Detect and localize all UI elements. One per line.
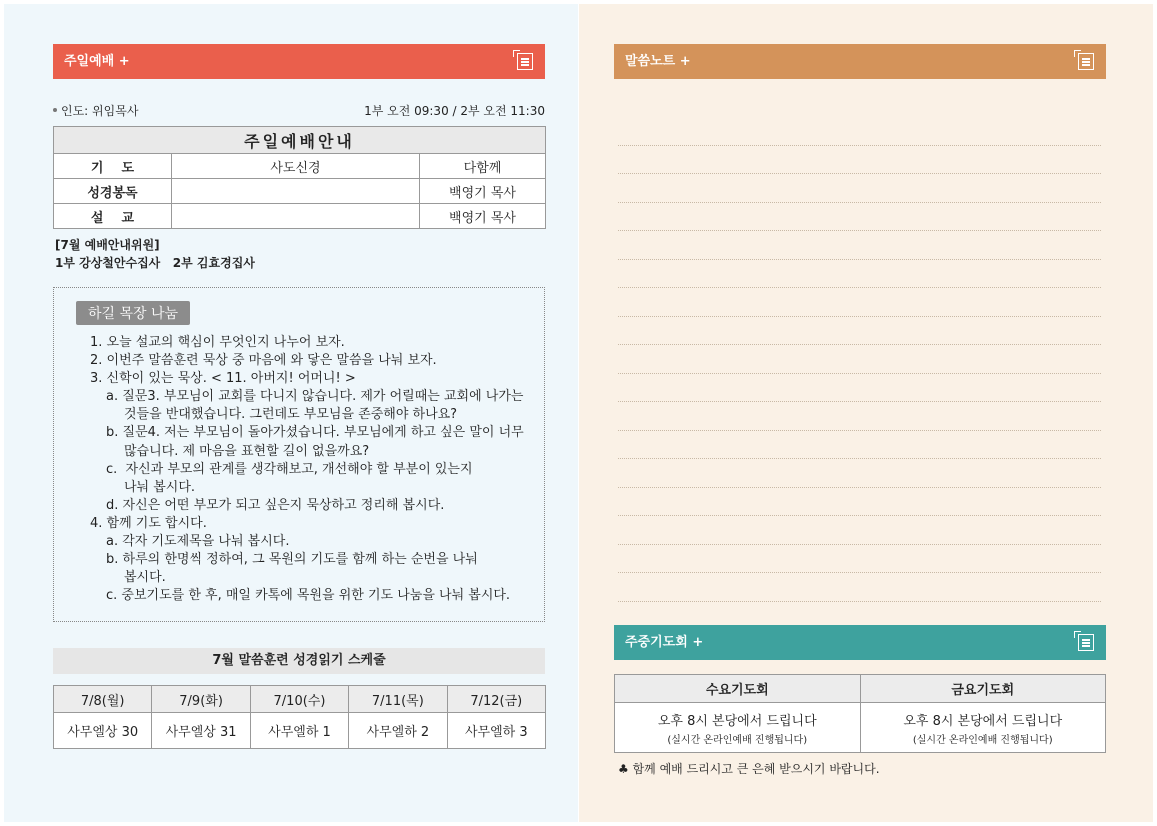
- table-row: [54, 154, 546, 179]
- note-line[interactable]: [618, 317, 1101, 346]
- table-row: [615, 675, 1106, 703]
- note-line[interactable]: [618, 203, 1101, 232]
- list-item: 4. 함께 기도 합시다.: [90, 515, 207, 531]
- list-item: d. 자신은 어떤 부모가 되고 싶은지 묵상하고 정리해 봅시다.: [106, 497, 445, 513]
- schedule-day: 7/11(목): [349, 686, 447, 713]
- note-line[interactable]: [618, 146, 1101, 175]
- small-group-sharing-box: [53, 287, 545, 622]
- prayer-name: 금요기도회: [860, 675, 1106, 703]
- note-lines: [618, 117, 1101, 602]
- table-row: [54, 204, 546, 229]
- schedule-title: 7월 말씀훈련 성경읽기 스케줄: [53, 648, 545, 674]
- sharing-tag: 하길 목장 나눔: [76, 301, 190, 325]
- list-item: 3. 신학이 있는 묵상. < 11. 아버지! 어머니! >: [90, 371, 356, 387]
- row-label: 성경봉독: [54, 179, 172, 204]
- schedule-reading: 사무엘하 3: [447, 713, 545, 749]
- note-line[interactable]: [618, 488, 1101, 517]
- document-icon[interactable]: [1078, 53, 1094, 70]
- list-item: b. 질문4. 저는 부모님이 돌아가셨습니다. 부모님에게 하고 싶은 말이 너무: [106, 425, 524, 441]
- row-label: 설 교: [54, 204, 172, 229]
- row-right: 백영기 목사: [420, 204, 546, 229]
- schedule-reading: 사무엘하 1: [250, 713, 348, 749]
- schedule-day: 7/10(수): [250, 686, 348, 713]
- schedule-reading: 사무엘상 31: [152, 713, 250, 749]
- prayer-note: (실시간 온라인예배 진행됩니다): [667, 734, 808, 746]
- note-line[interactable]: [618, 117, 1101, 146]
- bullet-icon: [53, 108, 57, 112]
- list-item: 나눠 봅시다.: [124, 479, 196, 495]
- worship-bar-title: 주일예배 +: [64, 54, 130, 69]
- schedule-day: 7/9(화): [152, 686, 250, 713]
- table-row: [615, 703, 1106, 753]
- schedule-table: [53, 685, 546, 749]
- schedule-day: 7/8(월): [54, 686, 152, 713]
- prayer-section-bar: [614, 625, 1106, 660]
- document-icon[interactable]: [517, 53, 533, 70]
- list-item: a. 질문3. 부모님이 교회를 다니지 않습니다. 제가 어릴때는 교회에 나가는: [106, 389, 524, 405]
- list-item: 2. 이번주 말씀훈련 묵상 중 마음에 와 닿은 말씀을 나눠 보자.: [90, 353, 437, 369]
- note-line[interactable]: [618, 374, 1101, 403]
- list-item: a. 각자 기도제목을 나눠 봅시다.: [106, 534, 290, 550]
- schedule-reading: 사무엘상 30: [54, 713, 152, 749]
- prayer-time: 오후 8시 본당에서 드립니다: [903, 713, 1063, 729]
- ushers-title: [7월 예배안내위원]: [55, 238, 160, 252]
- note-line[interactable]: [618, 231, 1101, 260]
- note-line[interactable]: [618, 573, 1101, 602]
- row-label: 기 도: [54, 154, 172, 179]
- list-item: 봅시다.: [124, 570, 166, 586]
- table-row: [54, 686, 546, 713]
- note-line[interactable]: [618, 288, 1101, 317]
- list-item: 것들을 반대했습니다. 그런데도 부모님을 존중해야 하나요?: [124, 407, 458, 423]
- note-line[interactable]: [618, 459, 1101, 488]
- prayer-table: [614, 674, 1106, 753]
- worship-table: [53, 126, 546, 229]
- note-line[interactable]: [618, 345, 1101, 374]
- row-middle: [172, 204, 420, 229]
- document-icon[interactable]: [1078, 634, 1094, 651]
- note-line[interactable]: [618, 402, 1101, 431]
- note-line[interactable]: [618, 431, 1101, 460]
- list-item: 많습니다. 제 마음을 표현할 길이 없을까요?: [124, 443, 370, 459]
- ushers-names: 1부 강상철안수집사 2부 김효경집사: [55, 256, 255, 270]
- note-line[interactable]: [618, 516, 1101, 545]
- leader-text: 인도: 위임목사: [61, 104, 139, 118]
- blessing-text: ♣ 함께 예배 드리시고 큰 은혜 받으시기 바랍니다.: [618, 762, 880, 776]
- worship-info-line: [53, 102, 545, 119]
- table-row: [54, 713, 546, 749]
- row-middle: 사도신경: [172, 154, 420, 179]
- list-item: c. 중보기도를 한 후, 매일 카톡에 목원을 위한 기도 나눔을 나눠 봅시다.: [106, 588, 511, 604]
- sharing-list: [90, 334, 524, 605]
- note-line[interactable]: [618, 260, 1101, 289]
- worship-section-bar: [53, 44, 545, 79]
- notes-bar-title: 말씀노트 +: [625, 54, 691, 69]
- prayer-bar-title: 주중기도회 +: [625, 635, 704, 650]
- schedule-day: 7/12(금): [447, 686, 545, 713]
- prayer-time: 오후 8시 본당에서 드립니다: [657, 713, 817, 729]
- prayer-name: 수요기도회: [615, 675, 861, 703]
- service-times: 1부 오전 09:30 / 2부 오전 11:30: [364, 104, 545, 118]
- row-right: 다함께: [420, 154, 546, 179]
- note-line[interactable]: [618, 545, 1101, 574]
- list-item: 1. 오늘 설교의 핵심이 무엇인지 나누어 보자.: [90, 335, 345, 350]
- table-row: [54, 179, 546, 204]
- notes-section-bar: [614, 44, 1106, 79]
- worship-table-title: 주일예배안내: [54, 127, 546, 154]
- note-line[interactable]: [618, 174, 1101, 203]
- list-item: b. 하루의 한명씩 정하여, 그 목원의 기도를 함께 하는 순번을 나눠: [106, 552, 478, 568]
- row-middle: [172, 179, 420, 204]
- ushers-info: [55, 236, 255, 272]
- row-right: 백영기 목사: [420, 179, 546, 204]
- prayer-note: (실시간 온라인예배 진행됩니다): [912, 734, 1053, 746]
- list-item: c. 자신과 부모의 관계를 생각해보고, 개선해야 할 부분이 있는지: [106, 461, 473, 477]
- schedule-reading: 사무엘하 2: [349, 713, 447, 749]
